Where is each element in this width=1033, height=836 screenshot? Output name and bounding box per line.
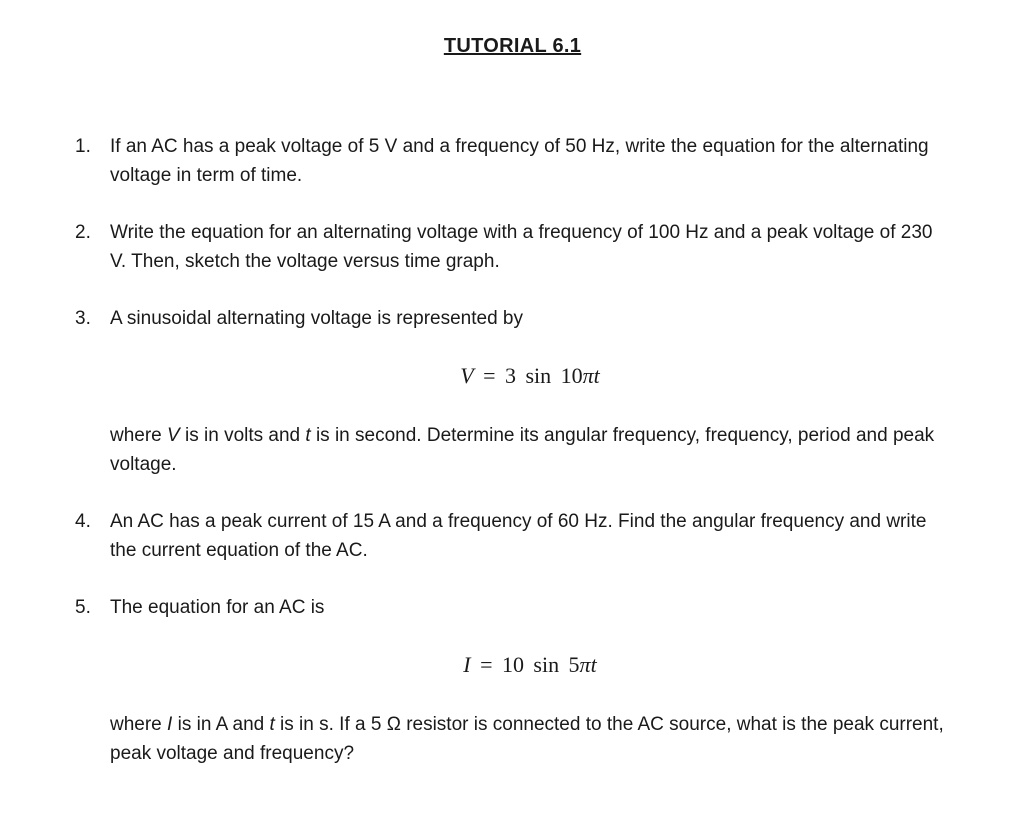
question-number: 1. <box>75 136 91 157</box>
text-segment: Write the equation for an alternating voltage with a frequency of 100 Hz and a peak voltage of 230 V. Then, sketch the voltage versus time graph. <box>110 222 933 272</box>
text-segment: If an AC has a peak voltage of 5 V and a frequency of 50 Hz, write the equation for the alternating voltage in term of time. <box>110 136 929 186</box>
question-text <box>110 710 950 768</box>
text-segment: where <box>110 714 168 735</box>
question-text <box>110 304 950 333</box>
question-item <box>75 218 950 304</box>
question-number: 2. <box>75 222 91 243</box>
question-text <box>110 218 950 276</box>
question-number: 4. <box>75 511 91 532</box>
question-number: 3. <box>75 308 91 329</box>
italic-text-segment: V <box>167 425 180 446</box>
text-segment: is in volts and <box>179 425 306 446</box>
equation <box>110 361 950 391</box>
page-title: TUTORIAL 6.1 <box>443 35 582 57</box>
equation <box>110 650 950 680</box>
question-item <box>75 593 950 796</box>
question-body <box>110 593 950 796</box>
text-segment: = 10 sin 5 <box>470 652 580 677</box>
question-body <box>110 304 950 507</box>
text-segment: is in A and <box>172 714 270 735</box>
question-text <box>110 593 950 622</box>
text-segment: = 3 sin 10 <box>473 363 583 388</box>
text-segment: is in s. If a 5 Ω resistor is connected to the AC source, what is the peak current, peak voltage and frequency? <box>110 714 944 764</box>
text-segment: An AC has a peak current of 15 A and a frequency of 60 Hz. Find the angular frequency and write the current equation of the AC. <box>110 511 927 561</box>
question-body <box>110 507 950 593</box>
italic-text-segment: I <box>463 652 471 677</box>
italic-text-segment: πt <box>582 363 600 388</box>
question-text <box>110 421 950 479</box>
text-segment: where <box>110 425 168 446</box>
italic-text-segment: I <box>167 714 173 735</box>
question-list <box>75 132 950 796</box>
question-body <box>110 218 950 304</box>
text-segment: The equation for an AC is <box>110 597 325 618</box>
question-item <box>75 132 950 218</box>
text-segment: is in second. Determine its angular frequency, frequency, period and peak voltage. <box>110 425 935 475</box>
question-text <box>110 132 950 190</box>
italic-text-segment: t <box>269 714 275 735</box>
question-number: 5. <box>75 597 91 618</box>
question-body <box>110 132 950 218</box>
text-segment: A sinusoidal alternating voltage is represented by <box>110 308 523 329</box>
italic-text-segment: V <box>460 363 474 388</box>
question-item <box>75 304 950 507</box>
question-text <box>110 507 950 565</box>
question-item <box>75 507 950 593</box>
italic-text-segment: πt <box>579 652 597 677</box>
italic-text-segment: t <box>305 425 311 446</box>
